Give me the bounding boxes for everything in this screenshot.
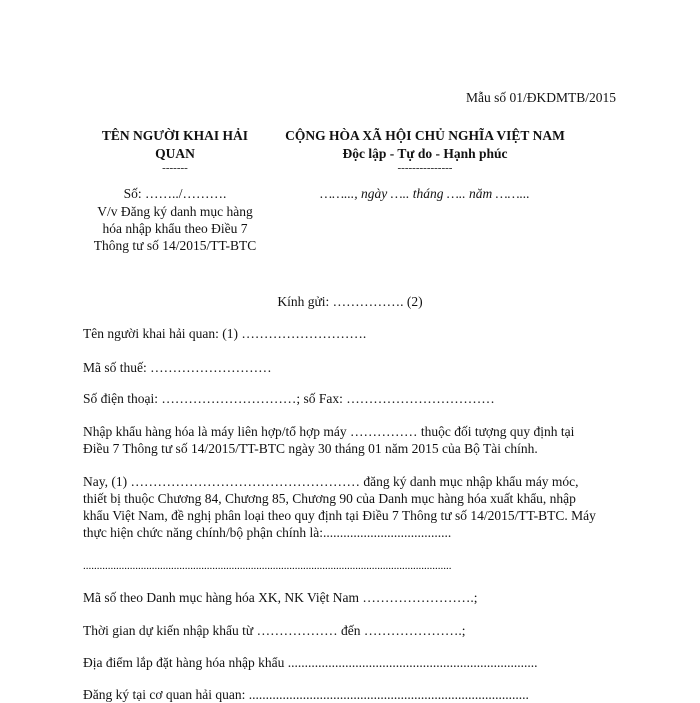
national-motto: Độc lập - Tự do - Hạnh phúc <box>342 146 508 161</box>
dotted-line: ...................................................................................................................................... <box>83 560 452 572</box>
date-line: ……..., ngày ….. tháng ….. năm ……... <box>320 186 530 201</box>
declarant-org-line1: TÊN NGƯỜI KHAI HẢI <box>101 128 249 143</box>
subject-line3: Thông tư số 14/2015/TT-BTC <box>93 238 257 253</box>
declarant-org-line2: QUAN <box>155 146 195 161</box>
country-name: CỘNG HÒA XÃ HỘI CHỦ NGHĨA VIỆT NAM <box>285 128 565 143</box>
subject-line1: V/v Đăng ký danh mục hàng <box>97 204 253 219</box>
form-number: Mẫu số 01/ĐKDMTB/2015 <box>466 90 617 105</box>
left-divider: ------- <box>162 162 188 174</box>
paragraph-import-goods: Nhập khẩu hàng hóa là máy liên hợp/tổ hợp máy …………… thuộc đối tượng quy định tại Điều 7 Thông tư số 14/2015/TT-BTC ngày 30 tháng 01 năm 2015 của Bộ Tài chính. <box>83 424 575 456</box>
paragraph-registration: Nay, (1) …………………………………………… đăng ký danh mục nhập khẩu máy móc, thiết bị thuộc Chương 84, Chương 85, Chương 90 của Danh mục hàng hóa xuất khẩu, nhập khẩu Việt Nam, đề nghị phân loại theo quy định tại Điều 7 Thông tư số 14/2015/TT-BTC. Máy thực hiện chức năng chính/bộ phận chính là:...................................... <box>83 474 596 540</box>
hs-code-line: Mã số theo Danh mục hàng hóa XK, NK Việt Nam …………………….; <box>83 590 478 605</box>
subject-line2: hóa nhập khẩu theo Điều 7 <box>102 221 248 236</box>
install-location-line: Địa điểm lắp đặt hàng hóa nhập khẩu .......................................................................... <box>83 655 538 670</box>
tax-code-field: Mã số thuế: ……………………… <box>83 360 272 375</box>
salutation: Kính gửi: ……………. (2) <box>277 294 423 309</box>
document-number: Số: ……../………. <box>123 186 227 201</box>
customs-office-line: Đăng ký tại cơ quan hải quan: ................................................................................... <box>83 687 529 702</box>
right-divider: --------------- <box>397 162 453 174</box>
declarant-name-field: Tên người khai hải quan: (1) ………………………. <box>83 326 367 341</box>
import-time-line: Thời gian dự kiến nhập khẩu từ ……………… đến ………………….; <box>83 623 466 638</box>
phone-fax-field: Số điện thoại: …………………………; số Fax: …………………………… <box>83 391 495 406</box>
